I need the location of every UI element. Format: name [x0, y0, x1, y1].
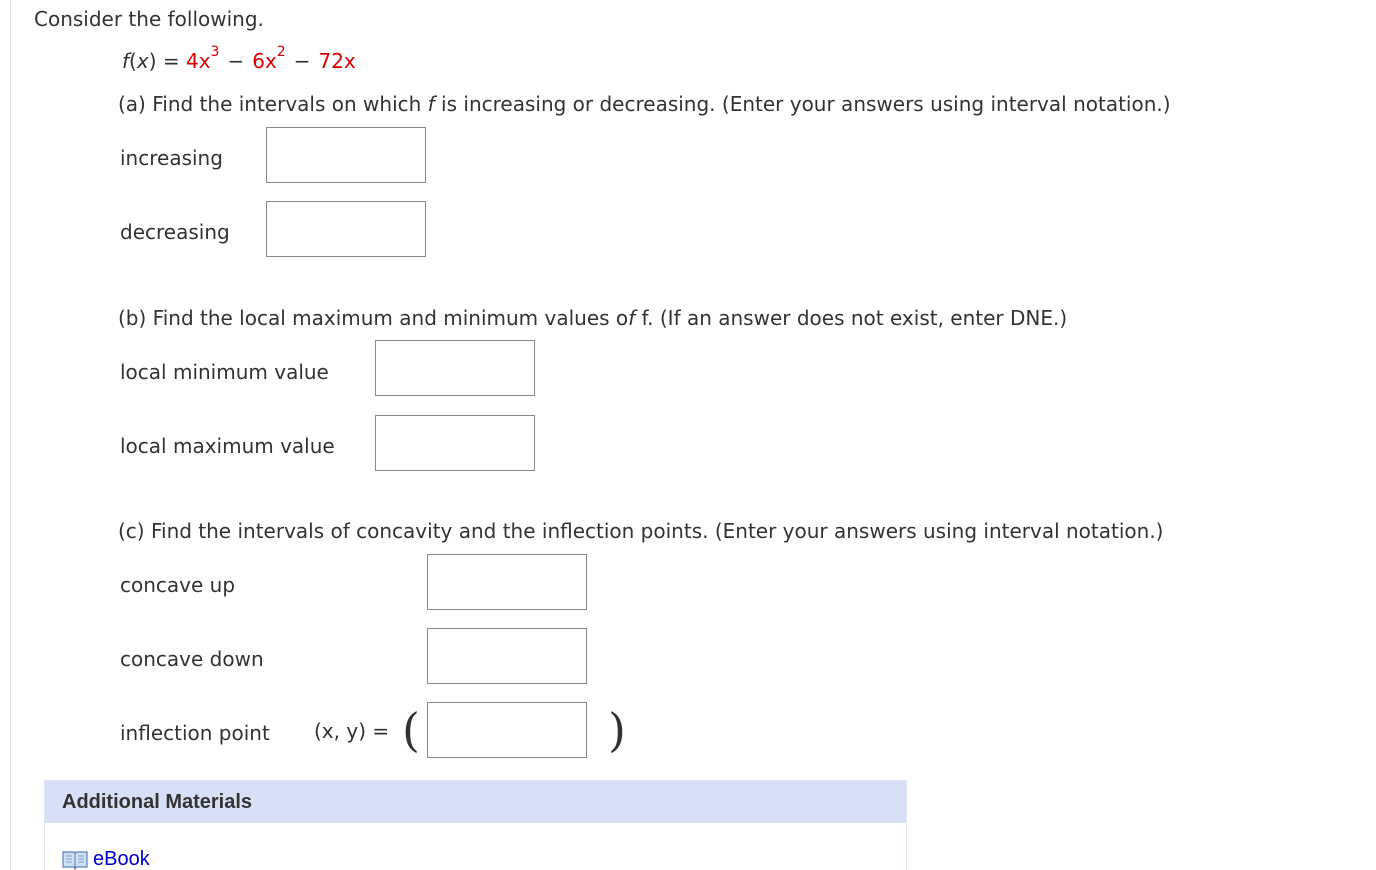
- part-b-question: (b) Find the local maximum and minimum values of f. (If an answer does not exist, enter DNE.): [118, 306, 1068, 330]
- problem-intro: Consider the following.: [34, 7, 264, 31]
- book-icon: [61, 848, 89, 870]
- function-formula: [122, 44, 356, 74]
- formula-term-1: $4x^3$: [185, 44, 220, 73]
- open-paren: (: [402, 703, 420, 757]
- formula-term-3: 72x: [318, 49, 356, 73]
- additional-materials-panel: [44, 780, 907, 870]
- formula-op-1: −: [227, 49, 245, 73]
- left-divider: [10, 0, 11, 870]
- formula-op-2: −: [293, 49, 311, 73]
- close-paren: ): [608, 703, 626, 757]
- decreasing-label: decreasing: [120, 220, 230, 244]
- ebook-link[interactable]: [61, 847, 150, 870]
- local-max-input[interactable]: [375, 415, 535, 471]
- increasing-input[interactable]: [266, 127, 426, 183]
- ebook-label: eBook: [93, 848, 150, 870]
- increasing-label: increasing: [120, 146, 223, 170]
- concave-down-label: concave down: [120, 647, 264, 671]
- concave-down-input[interactable]: [427, 628, 587, 684]
- decreasing-input[interactable]: [266, 201, 426, 257]
- inflection-label: inflection point: [120, 721, 270, 745]
- local-min-input[interactable]: [375, 340, 535, 396]
- part-c-question: (c) Find the intervals of concavity and the inflection points. (Enter your answers using interval notation.): [118, 519, 1164, 543]
- formula-lhs: f(x) =: [122, 49, 180, 73]
- inflection-input[interactable]: [427, 702, 587, 758]
- local-max-label: local maximum value: [120, 434, 335, 458]
- xy-label: (x, y) =: [314, 719, 390, 743]
- concave-up-label: concave up: [120, 573, 236, 597]
- concave-up-input[interactable]: [427, 554, 587, 610]
- local-min-label: local minimum value: [120, 360, 329, 384]
- formula-term-2: $6x^2$: [252, 44, 286, 73]
- additional-materials-header: Additional Materials: [45, 781, 906, 823]
- part-a-question: (a) Find the intervals on which f is increasing or decreasing. (Enter your answers using interval notation.): [118, 92, 1171, 116]
